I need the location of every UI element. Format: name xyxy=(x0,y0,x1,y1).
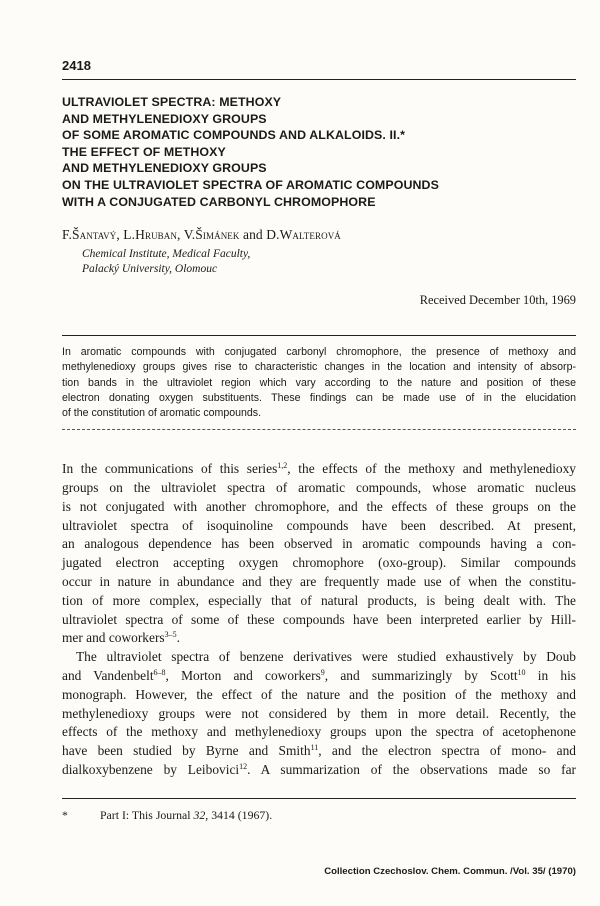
body-line xyxy=(62,460,576,479)
author-separator: and D. xyxy=(239,227,280,243)
abstract-bottom-rule xyxy=(62,429,576,430)
footnote-mark: * xyxy=(62,807,68,822)
body-text-segment: , Morton and coworkers xyxy=(165,667,321,683)
abstract-line: tion bands in the ultraviolet region which vary according to the nature and position of these xyxy=(62,376,576,389)
body-line: jugated electron accepting oxygen chromophore (oxo-group). Similar compounds xyxy=(62,555,576,571)
body-line: is not conjugated with another chromophore, and the effects of these groups on the xyxy=(62,498,576,514)
title-line: WITH A CONJUGATED CARBONYL CHROMOPHORE xyxy=(62,194,376,209)
author-separator: , V. xyxy=(176,227,196,243)
abstract-line: of the constitution of aromatic compounds. xyxy=(62,406,262,419)
page-number: 2418 xyxy=(62,58,91,73)
running-footer: Collection Czechoslov. Chem. Commun. /Vol. 35/ (1970) xyxy=(324,866,576,877)
title-line: THE EFFECT OF METHOXY xyxy=(62,144,226,159)
title-line: ULTRAVIOLET SPECTRA: METHOXY xyxy=(62,95,282,109)
body-text xyxy=(62,460,576,780)
abstract xyxy=(62,345,576,421)
author-initial: F. xyxy=(62,227,73,243)
footnote-text: Part I: This Journal xyxy=(100,807,194,822)
body-text-segment: dialkoxybenzene by Leibovici xyxy=(62,761,240,777)
body-line: an analogous dependence has been observed in aromatic compounds having a con- xyxy=(62,536,576,552)
footnote-rule xyxy=(62,798,576,799)
footnote xyxy=(62,808,576,823)
citation: 3–5 xyxy=(164,630,177,640)
body-text-segment: . xyxy=(176,630,180,646)
footnote-text: , 3414 (1967). xyxy=(205,807,273,822)
author-name: Šimánek xyxy=(195,227,240,243)
page xyxy=(62,44,576,823)
received-date: Received December 10th, 1969 xyxy=(419,293,576,308)
title-line: OF SOME AROMATIC COMPOUNDS AND ALKALOIDS. II.* xyxy=(62,128,406,143)
title-line: AND METHYLENEDIOXY GROUPS xyxy=(62,111,267,126)
author-separator: , L. xyxy=(116,227,136,243)
title-line: ON THE ULTRAVIOLET SPECTRA OF AROMATIC COMPOUNDS xyxy=(62,177,439,192)
title-line: AND METHYLENEDIOXY GROUPS xyxy=(62,161,267,176)
citation: 11 xyxy=(310,743,319,753)
affiliation xyxy=(62,247,576,277)
footnote-volume: 32 xyxy=(193,807,206,822)
citation: 10 xyxy=(517,667,526,677)
body-line: monograph. However, the effect of the nature and the position of the methoxy and xyxy=(62,686,576,702)
author-name: Walterová xyxy=(279,227,341,243)
header-rule xyxy=(62,79,576,80)
author-list xyxy=(62,227,576,243)
citation: 9 xyxy=(320,667,325,677)
body-text-segment: , and summarizingly by Scott xyxy=(324,667,518,683)
abstract-line: electron donating oxygen substituents. These findings can be made use of in the elucidation xyxy=(62,391,576,404)
body-line xyxy=(62,629,576,648)
body-text-segment: and Vandenbelt xyxy=(62,667,154,683)
body-text-segment: . A summarization of the observations made so far xyxy=(247,761,576,777)
body-line xyxy=(62,667,576,686)
article-title xyxy=(62,94,576,210)
body-line: groups on the ultraviolet spectra of aromatic compounds, whose aromatic nucleus xyxy=(62,479,576,495)
abstract-line: In aromatic compounds with conjugated carbonyl chromophore, the presence of methoxy and xyxy=(62,346,576,359)
body-line: ultraviolet spectra of some of these compounds have been interpreted earlier by Hill- xyxy=(62,611,576,627)
body-text-segment: In the communications of this series xyxy=(62,461,278,477)
author-name: Hruban xyxy=(135,227,177,243)
affiliation-line: Chemical Institute, Medical Faculty, xyxy=(82,248,251,261)
body-text-segment: , and the electron spectra of mono- and xyxy=(318,743,576,759)
body-line: The ultraviolet spectra of benzene derivatives were studied exhaustively by Doub xyxy=(76,649,576,665)
body-line xyxy=(62,742,576,761)
body-text-segment: have been studied by Byrne and Smith xyxy=(62,743,311,759)
abstract-top-rule xyxy=(62,335,576,336)
body-line xyxy=(62,761,576,780)
citation: 1,2 xyxy=(277,461,288,471)
body-text-segment: , the effects of the methoxy and methylenedioxy xyxy=(287,461,576,477)
body-line: methylenedioxy groups were not considered by them in more detail. Recently, the xyxy=(62,705,576,721)
body-line: ultraviolet spectra of isoquinoline compounds have been described. At present, xyxy=(62,517,576,533)
body-line: tion of more complex, especially that of natural products, is being dealt with. The xyxy=(62,592,576,608)
author-name: Šantavý xyxy=(72,227,117,243)
affiliation-line: Palacký University, Olomouc xyxy=(82,263,218,276)
abstract-line: methylenedioxy groups gives rise to characteristic changes in the location and intensity of absorp- xyxy=(62,361,576,374)
body-text-segment: mer and coworkers xyxy=(62,630,165,646)
body-line: occur in nature in abundance and they are frequently made use of when the constitu- xyxy=(62,573,576,589)
citation: 6–8 xyxy=(153,667,166,677)
body-text-segment: in his xyxy=(525,667,576,683)
citation: 12 xyxy=(239,761,248,771)
body-line: effects of the methoxy and methylenedioxy groups upon the spectra of acetophenone xyxy=(62,724,576,740)
